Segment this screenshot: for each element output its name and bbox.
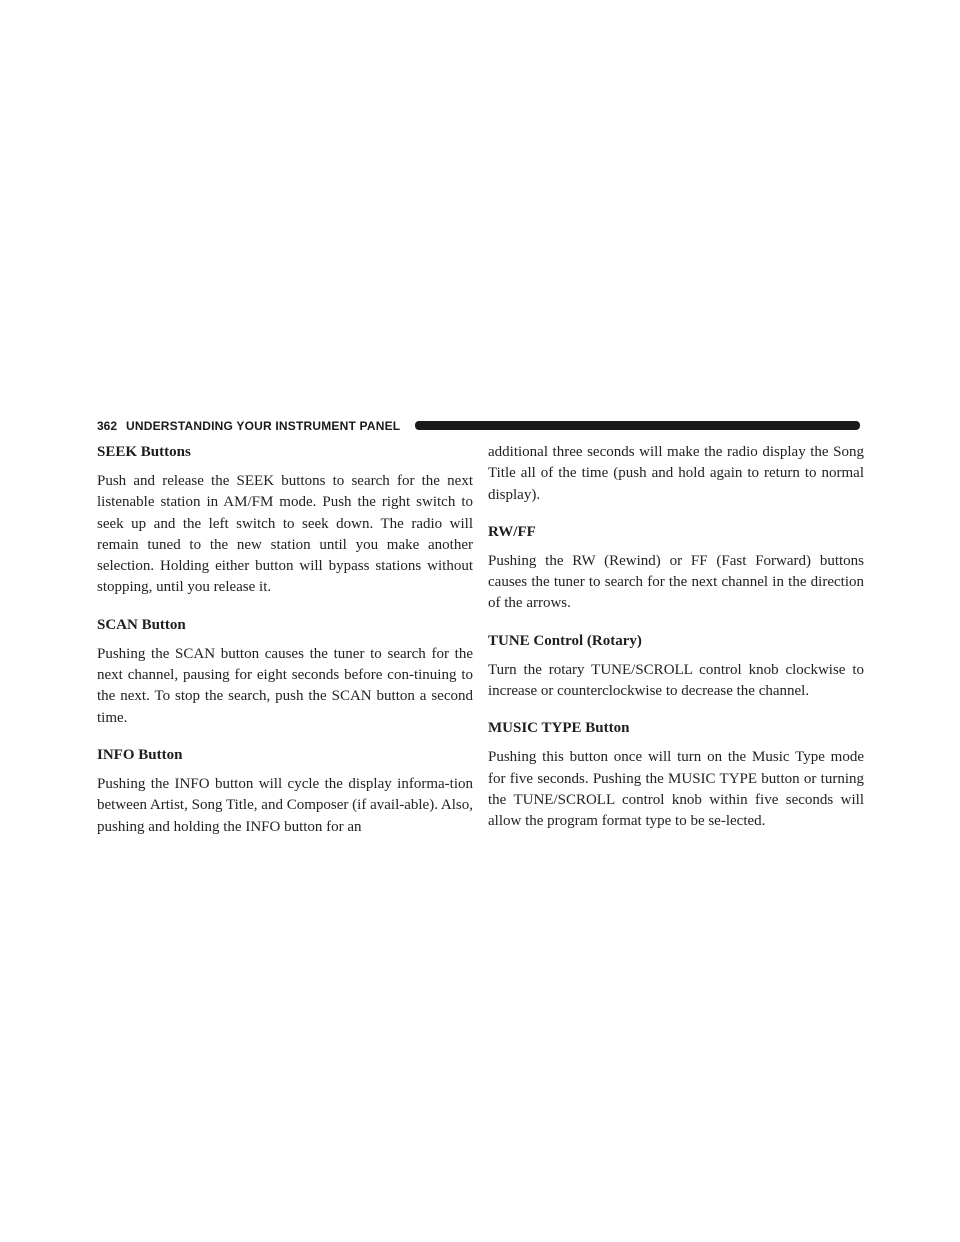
tune-control-heading: TUNE Control (Rotary) (488, 632, 642, 649)
rwff-body: Pushing the RW (Rewind) or FF (Fast Forward) buttons causes the tuner to search for the next channel in the direction of the arrows. (488, 552, 864, 612)
scan-button-heading: SCAN Button (97, 616, 186, 633)
page-header (97, 418, 863, 434)
page-number: 362 (97, 419, 118, 433)
left-column (97, 442, 473, 854)
music-type-heading: MUSIC TYPE Button (488, 720, 630, 737)
seek-buttons-body: Push and release the SEEK buttons to search for the next listenable station in AM/FM mode. Push the right switch to seek up and the left switch to seek down. The radio will remain tuned to the new station until you make another selection. Holding either button will bypass stations without stopping, until you release it. (97, 473, 473, 596)
info-button-heading: INFO Button (97, 746, 183, 763)
rwff-heading: RW/FF (488, 523, 536, 540)
tune-control-body: Turn the rotary TUNE/SCROLL control knob clockwise to increase or counterclockwise to decrease the channel. (488, 661, 864, 700)
right-column (488, 442, 864, 849)
info-button-body-continued: additional three seconds will make the radio display the Song Title all of the time (push and hold again to return to normal display). (488, 444, 864, 503)
scan-button-body: Pushing the SCAN button causes the tuner to search for the next channel, pausing for eight seconds before con-tinuing to the next. To stop the search, push the SCAN button a second time. (97, 645, 473, 726)
header-rule (415, 421, 860, 430)
music-type-body: Pushing this button once will turn on the Music Type mode for five seconds. Pushing the MUSIC TYPE button or turning the TUNE/SCROLL control knob within five seconds will allow the program format type to be se-lected. (488, 749, 864, 830)
info-button-body: Pushing the INFO button will cycle the display informa-tion between Artist, Song Title, and Composer (if avail-able). Also, pushing and holding the INFO button for an (97, 775, 473, 835)
seek-buttons-heading: SEEK Buttons (97, 444, 191, 460)
section-title: UNDERSTANDING YOUR INSTRUMENT PANEL (126, 419, 401, 433)
